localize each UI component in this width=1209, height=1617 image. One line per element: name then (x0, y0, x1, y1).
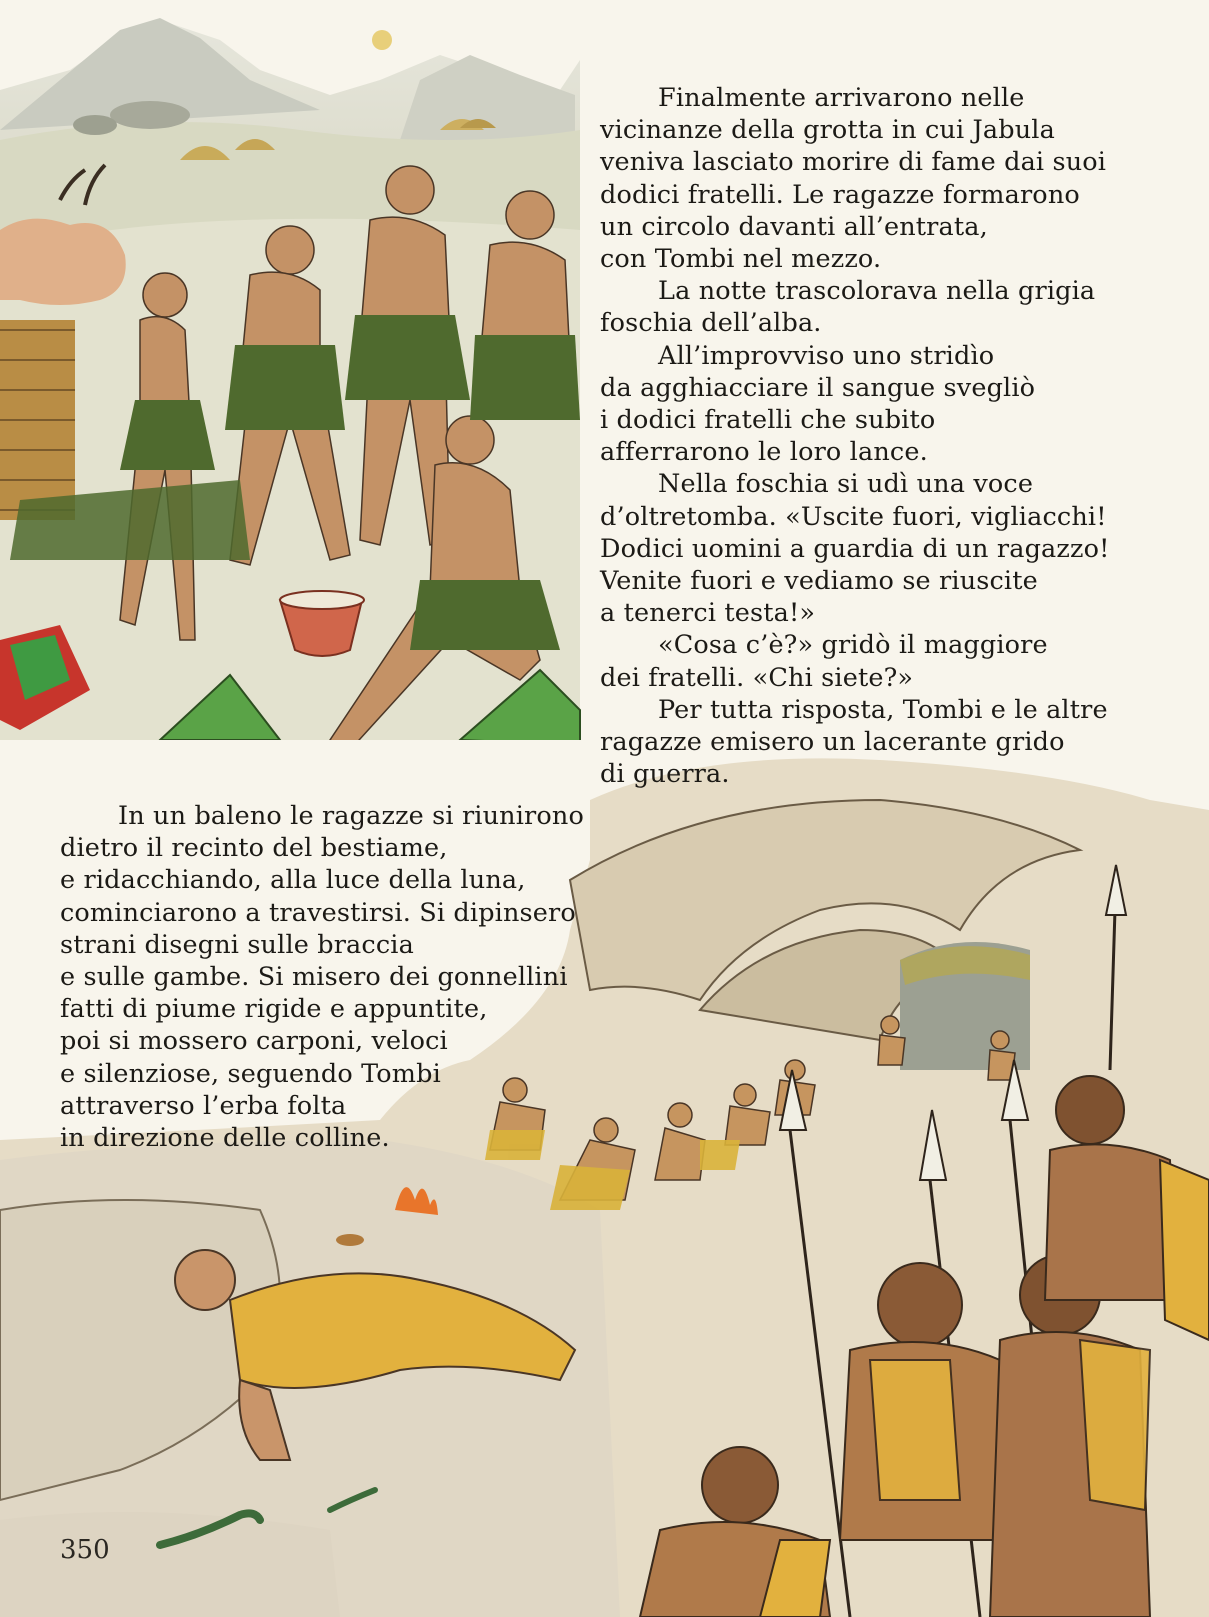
illustration-girls-dressing (0, 0, 600, 780)
left-column-text (60, 800, 600, 1154)
paragraph: La notte trascolorava nella grigia foschia dell’alba. (600, 276, 1096, 339)
paragraph: Per tutta risposta, Tombi e le altre ragazze emisero un lacerante grido di guerra. (600, 694, 1108, 790)
paragraph: Nella foschia si udì una voce d’oltretomba. «Uscite fuori, vigliacchi! Dodici uomini a guardia di un ragazzo! Venite fuori e vediamo se riuscite a tenerci testa!» (600, 469, 1110, 629)
page-number: 350 (60, 1535, 110, 1565)
paragraph: All’improvviso uno stridìo da agghiacciare il sangue svegliò i dodici fratelli che subito afferrarono le loro lance. (600, 340, 1036, 468)
paragraph: «Cosa c’è?» gridò il maggiore dei fratelli. «Chi siete?» (600, 630, 1048, 693)
paragraph: In un baleno le ragazze si riunirono dietro il recinto del bestiame, e ridacchiando, alla luce della luna, cominciarono a travestirsi. Si dipinsero strani disegni sulle braccia e sulle gambe. Si misero dei gonnellini fatti di piume rigide e appuntite, poi si mossero carponi, veloci e silenziose, seguendo Tombi attraverso l’erba folta in direzione delle colline. (60, 801, 584, 1154)
paragraph: Finalmente arrivarono nelle vicinanze della grotta in cui Jabula veniva lasciato morire di fame dai suoi dodici fratelli. Le ragazze formarono un circolo davanti all’entrata, con Tombi nel mezzo. (600, 83, 1107, 275)
right-column-text (600, 82, 1200, 790)
